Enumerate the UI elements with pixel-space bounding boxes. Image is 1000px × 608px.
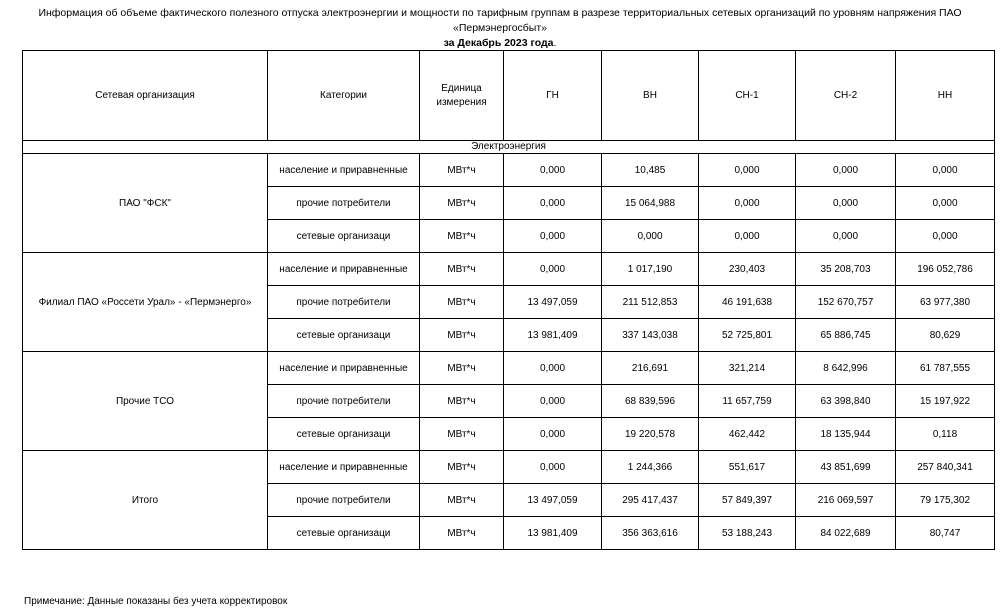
category-cell: прочие потребители [268,187,420,220]
report-title-suffix: . [553,37,557,49]
header-category: Категории [268,51,420,141]
value-cell: 43 851,699 [796,451,896,484]
category-cell: сетевые организаци [268,220,420,253]
value-cell: 13 497,059 [504,286,602,319]
section-row [23,141,995,154]
category-cell: прочие потребители [268,484,420,517]
unit-cell: МВт*ч [420,286,504,319]
value-cell: 152 670,757 [796,286,896,319]
value-cell: 63 398,840 [796,385,896,418]
value-cell: 211 512,853 [602,286,699,319]
value-cell: 80,629 [896,319,995,352]
value-cell: 0,118 [896,418,995,451]
org-name-cell: ПАО "ФСК" [23,154,268,253]
unit-cell: МВт*ч [420,385,504,418]
category-cell: население и приравненные [268,451,420,484]
value-cell: 8 642,996 [796,352,896,385]
value-cell: 15 064,988 [602,187,699,220]
value-cell: 0,000 [504,187,602,220]
value-cell: 57 849,397 [699,484,796,517]
value-cell: 257 840,341 [896,451,995,484]
footnote: Примечание: Данные показаны без учета корректировок [24,596,288,607]
value-cell: 80,747 [896,517,995,550]
value-cell: 15 197,922 [896,385,995,418]
header-sn2: СН-2 [796,51,896,141]
value-cell: 551,617 [699,451,796,484]
category-cell: прочие потребители [268,286,420,319]
unit-cell: МВт*ч [420,352,504,385]
header-unit: Единица измерения [420,51,504,141]
value-cell: 1 244,366 [602,451,699,484]
value-cell: 295 417,437 [602,484,699,517]
header-vn: ВН [602,51,699,141]
table-row [23,253,995,286]
header-nn: НН [896,51,995,141]
value-cell: 462,442 [699,418,796,451]
category-cell: население и приравненные [268,352,420,385]
table-row [23,352,995,385]
energy-report-table [22,50,995,550]
value-cell: 0,000 [504,352,602,385]
unit-cell: МВт*ч [420,451,504,484]
report-period: за Декабрь 2023 года [443,37,554,49]
value-cell: 216,691 [602,352,699,385]
value-cell: 13 981,409 [504,319,602,352]
org-name-cell: Филиал ПАО «Россети Урал» - «Пермэнерго» [23,253,268,352]
value-cell: 0,000 [504,451,602,484]
value-cell: 230,403 [699,253,796,286]
value-cell: 61 787,555 [896,352,995,385]
value-cell: 52 725,801 [699,319,796,352]
unit-cell: МВт*ч [420,418,504,451]
value-cell: 63 977,380 [896,286,995,319]
org-name-cell: Итого [23,451,268,550]
value-cell: 0,000 [504,253,602,286]
unit-cell: МВт*ч [420,253,504,286]
unit-cell: МВт*ч [420,220,504,253]
value-cell: 356 363,616 [602,517,699,550]
section-label: Электроэнергия [23,141,995,154]
table-row [23,154,995,187]
org-name-cell: Прочие ТСО [23,352,268,451]
value-cell: 0,000 [699,220,796,253]
value-cell: 65 886,745 [796,319,896,352]
value-cell: 1 017,190 [602,253,699,286]
header-gn: ГН [504,51,602,141]
value-cell: 46 191,638 [699,286,796,319]
value-cell: 18 135,944 [796,418,896,451]
category-cell: сетевые организаци [268,319,420,352]
value-cell: 0,000 [504,154,602,187]
category-cell: население и приравненные [268,253,420,286]
unit-cell: МВт*ч [420,154,504,187]
value-cell: 11 657,759 [699,385,796,418]
category-cell: сетевые организаци [268,418,420,451]
value-cell: 53 188,243 [699,517,796,550]
value-cell: 84 022,689 [796,517,896,550]
report-title-line1: Информация об объеме фактического полезного отпуска электроэнергии и мощности по тарифным группам в разрезе территориальных сетевых организаций по уровням напряжения ПАО «Пермэнергосбыт» [38,7,962,34]
header-row [23,51,995,141]
header-sn1: СН-1 [699,51,796,141]
report-title [0,6,1000,51]
value-cell: 196 052,786 [896,253,995,286]
value-cell: 0,000 [896,187,995,220]
value-cell: 0,000 [796,220,896,253]
value-cell: 0,000 [504,220,602,253]
value-cell: 0,000 [896,220,995,253]
value-cell: 0,000 [699,154,796,187]
unit-cell: МВт*ч [420,484,504,517]
value-cell: 13 497,059 [504,484,602,517]
unit-cell: МВт*ч [420,319,504,352]
value-cell: 10,485 [602,154,699,187]
value-cell: 0,000 [796,154,896,187]
unit-cell: МВт*ч [420,517,504,550]
value-cell: 19 220,578 [602,418,699,451]
value-cell: 0,000 [602,220,699,253]
value-cell: 79 175,302 [896,484,995,517]
value-cell: 0,000 [796,187,896,220]
value-cell: 0,000 [896,154,995,187]
category-cell: прочие потребители [268,385,420,418]
value-cell: 35 208,703 [796,253,896,286]
header-org: Сетевая организация [23,51,268,141]
category-cell: население и приравненные [268,154,420,187]
table-row [23,451,995,484]
value-cell: 337 143,038 [602,319,699,352]
value-cell: 0,000 [504,418,602,451]
unit-cell: МВт*ч [420,187,504,220]
value-cell: 321,214 [699,352,796,385]
value-cell: 13 981,409 [504,517,602,550]
value-cell: 0,000 [699,187,796,220]
value-cell: 0,000 [504,385,602,418]
value-cell: 68 839,596 [602,385,699,418]
category-cell: сетевые организаци [268,517,420,550]
value-cell: 216 069,597 [796,484,896,517]
